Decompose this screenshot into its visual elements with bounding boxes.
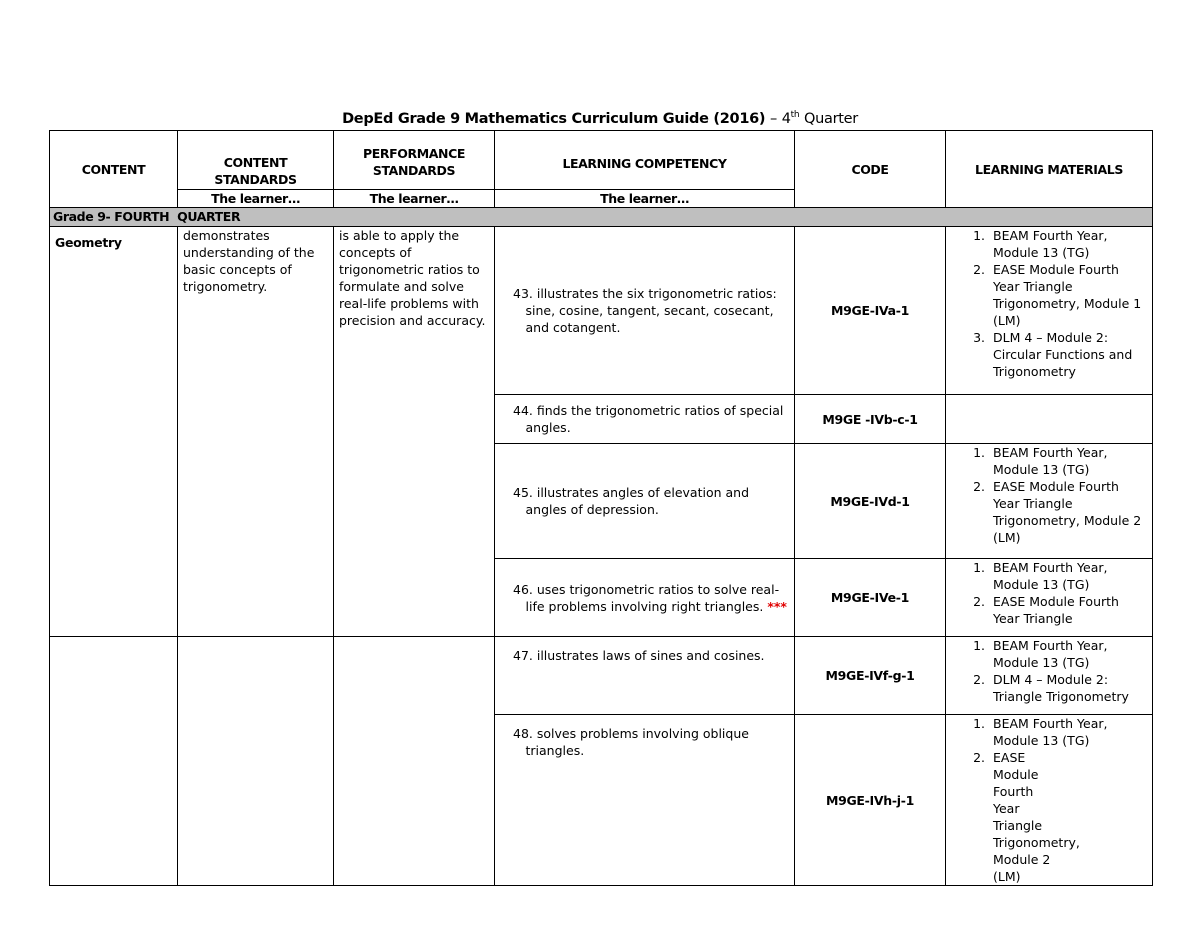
header-content-standards: CONTENT STANDARDS bbox=[178, 131, 334, 190]
list-item: 1. BEAM Fourth Year, Module 13 (TG) bbox=[989, 559, 1147, 593]
list-item: 1. BEAM Fourth Year, Module 13 (TG) bbox=[989, 227, 1147, 261]
header-learning-competency: LEARNING COMPETENCY bbox=[495, 131, 795, 190]
materials-list bbox=[951, 637, 1147, 705]
content-standard-text: demonstrates understanding of the basic concepts of trigonometry. bbox=[178, 227, 334, 637]
title-ordinal: 4 bbox=[781, 110, 791, 127]
materials-list bbox=[951, 227, 1147, 380]
competency-46-text: 46. uses trigonometric ratios to solve real-life problems involving right triangles. bbox=[513, 581, 780, 614]
performance-standard-empty bbox=[334, 637, 495, 886]
content-empty bbox=[50, 637, 178, 886]
learner-label-content-standards: The learner… bbox=[178, 190, 334, 208]
list-item: 2. DLM 4 – Module 2: Triangle Trigonometry bbox=[989, 671, 1147, 705]
list-item: 1. BEAM Fourth Year, Module 13 (TG) bbox=[989, 637, 1147, 671]
competency-text: 44. finds the trigonometric ratios of special angles. bbox=[513, 403, 784, 435]
code-45: M9GE-IVd-1 bbox=[795, 444, 946, 559]
header-code: CODE bbox=[795, 131, 946, 208]
competency-45 bbox=[495, 444, 795, 559]
list-item: 2. EASE Module Fourth Year Triangle Trigonometry, Module 2 (LM) bbox=[989, 749, 1147, 885]
materials-list bbox=[951, 444, 1147, 546]
list-item: 1. BEAM Fourth Year, Module 13 (TG) bbox=[989, 715, 1147, 749]
performance-standard-text: is able to apply the concepts of trigonometric ratios to formulate and solve real-life problems with precision and accuracy. bbox=[334, 227, 495, 637]
learner-label-competency: The learner… bbox=[495, 190, 795, 208]
materials-48 bbox=[946, 715, 1153, 886]
title-dash: – bbox=[769, 110, 777, 127]
competency-44 bbox=[495, 395, 795, 444]
materials-44 bbox=[946, 395, 1153, 444]
code-44: M9GE -IVb-c-1 bbox=[795, 395, 946, 444]
header-learning-materials: LEARNING MATERIALS bbox=[946, 131, 1153, 208]
title-quarter: Quarter bbox=[804, 110, 858, 127]
competency-47 bbox=[495, 637, 795, 715]
competency-43 bbox=[495, 227, 795, 395]
curriculum-table bbox=[49, 130, 1153, 886]
competency-text: 43. illustrates the six trigonometric ratios: sine, cosine, tangent, secant, cosecant, and cotangent. bbox=[513, 286, 777, 335]
code-46: M9GE-IVe-1 bbox=[795, 559, 946, 637]
materials-46 bbox=[946, 559, 1153, 637]
list-item: 3. DLM 4 – Module 2: Circular Functions and Trigonometry bbox=[989, 329, 1147, 380]
content-standard-empty bbox=[178, 637, 334, 886]
materials-list bbox=[951, 715, 1147, 885]
header-content: CONTENT bbox=[50, 131, 178, 208]
materials-43 bbox=[946, 227, 1153, 395]
list-item: 2. EASE Module Fourth Year Triangle Trigonometry, Module 1 (LM) bbox=[989, 261, 1147, 329]
content-geometry: Geometry bbox=[50, 227, 178, 637]
table-row bbox=[50, 227, 1153, 395]
competency-text: 45. illustrates angles of elevation and angles of depression. bbox=[513, 485, 750, 517]
competency-48 bbox=[495, 715, 795, 886]
competency-text bbox=[513, 581, 789, 615]
competency-text: 48. solves problems involving oblique triangles. bbox=[513, 726, 749, 758]
priority-mark: *** bbox=[767, 598, 787, 614]
competency-text: 47. illustrates laws of sines and cosines. bbox=[513, 648, 765, 663]
list-item: 1. BEAM Fourth Year, Module 13 (TG) bbox=[989, 444, 1147, 478]
title-ordinal-suffix: th bbox=[790, 110, 800, 120]
list-item: 2. EASE Module Fourth Year Triangle Trigonometry, Module 2 (LM) bbox=[989, 478, 1147, 546]
materials-47 bbox=[946, 637, 1153, 715]
list-item: 2. EASE Module Fourth Year Triangle bbox=[989, 593, 1147, 627]
title-main: DepEd Grade 9 Mathematics Curriculum Guide (2016) bbox=[342, 110, 766, 127]
code-43: M9GE-IVa-1 bbox=[795, 227, 946, 395]
code-48: M9GE-IVh-j-1 bbox=[795, 715, 946, 886]
materials-45 bbox=[946, 444, 1153, 559]
page-title bbox=[0, 110, 1200, 127]
grade-row bbox=[50, 208, 1153, 227]
materials-list bbox=[951, 559, 1147, 627]
table-row bbox=[50, 637, 1153, 715]
code-47: M9GE-IVf-g-1 bbox=[795, 637, 946, 715]
header-performance-standards: PERFORMANCE STANDARDS bbox=[334, 131, 495, 190]
grade-row-label: Grade 9- FOURTH QUARTER bbox=[50, 208, 1153, 227]
header-row bbox=[50, 131, 1153, 190]
learner-label-performance-standards: The learner… bbox=[334, 190, 495, 208]
competency-46 bbox=[495, 559, 795, 637]
